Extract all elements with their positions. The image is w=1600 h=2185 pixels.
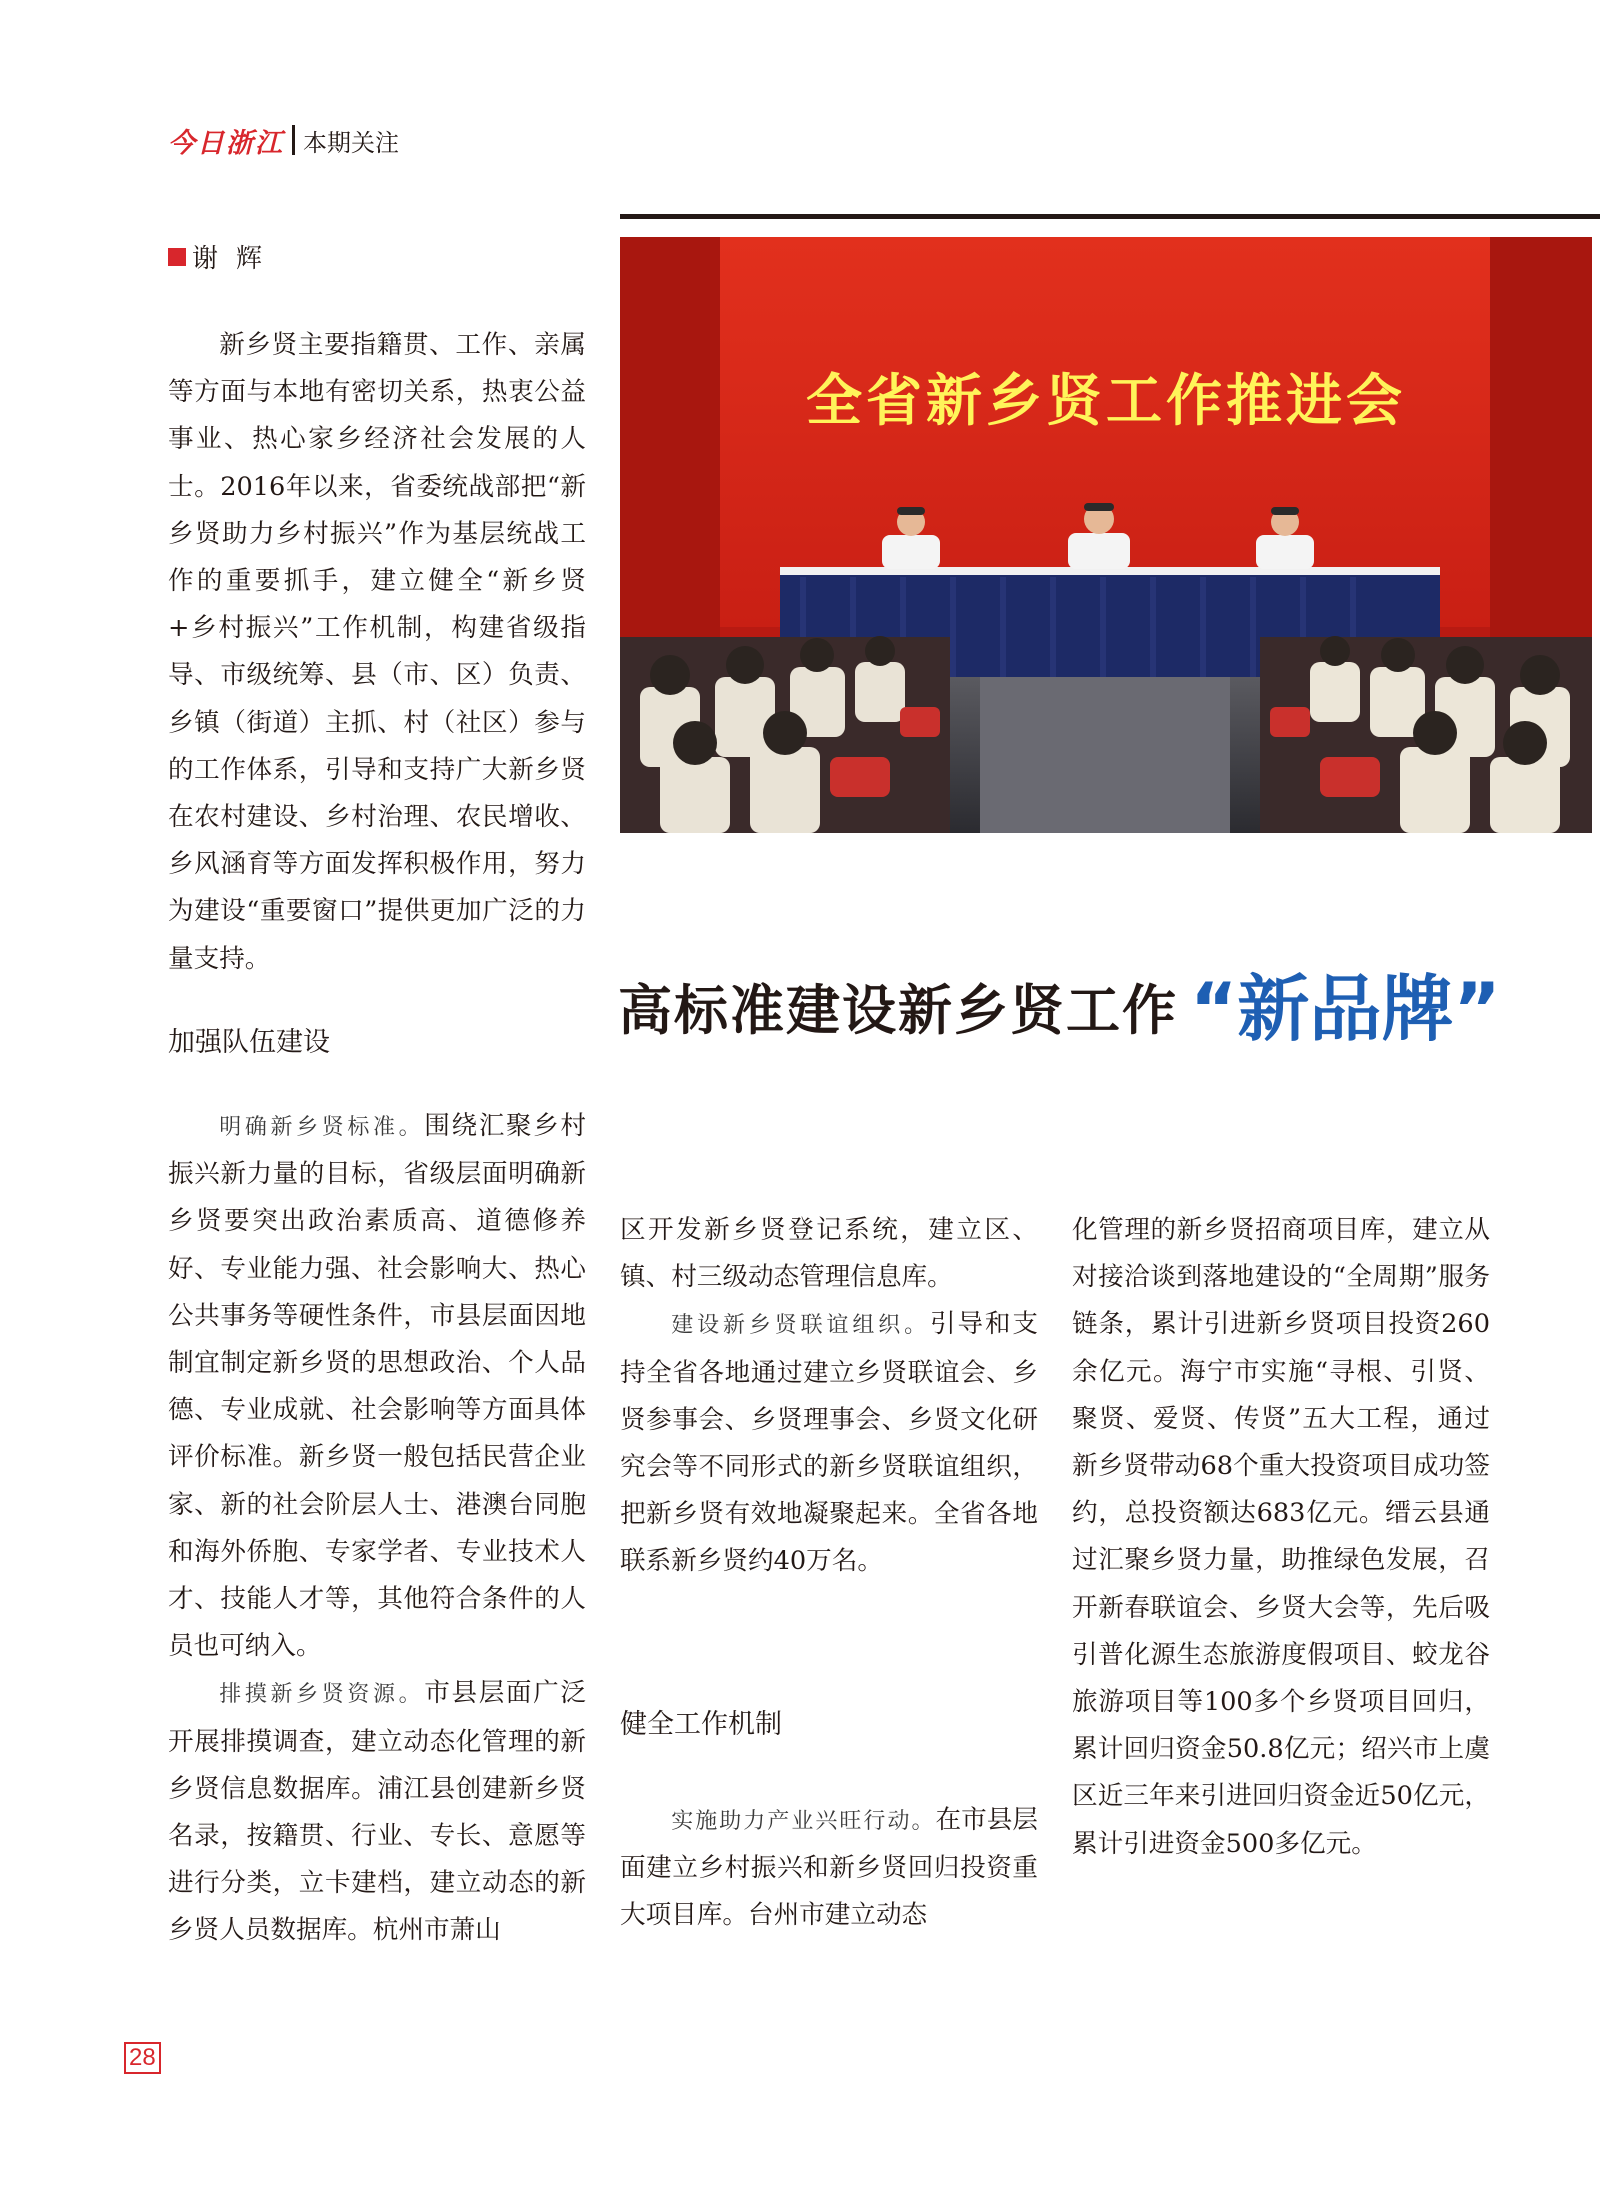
lead-resources: 排摸新乡贤资源。 (219, 1682, 425, 1708)
top-rule (620, 214, 1600, 219)
author-name: 谢辉 (192, 243, 281, 273)
article-title (618, 967, 1501, 1051)
right-column (1072, 1207, 1490, 1868)
header-divider (292, 125, 295, 155)
intro-column (168, 322, 586, 983)
body-organizations: 引导和支持全省各地通过建立乡贤联谊会、乡贤参事会、乡贤理事会、乡贤文化研究会等不同形式的新乡贤联谊组织，把新乡贤有效地凝聚起来。全省各地联系新乡贤约40万名。 (620, 1309, 1038, 1577)
page-header (168, 122, 399, 158)
body-industry: 在市县层面建立乡村振兴和新乡贤回归投资重大项目库。台州市建立动态 (620, 1805, 1038, 1931)
section-name: 本期关注 (303, 129, 399, 157)
paragraph-organizations (620, 1301, 1038, 1585)
intro-paragraph: 新乡贤主要指籍贯、工作、亲属等方面与本地有密切关系，热衷公益事业、热心家乡经济社会发展的人士。2016年以来，省委统战部把“新乡贤助力乡村振兴”作为基层统战工作的重要抓手，建立健全“新乡贤+乡村振兴”工作机制，构建省级指导、市级统筹、县（市、区）负责、乡镇（街道）主抓、村（社区）参与的工作体系，引导和支持广大新乡贤在农村建设、乡村治理、农民增收、乡风涵育等方面发挥积极作用，努力为建设“重要窗口”提供更加广泛的力量支持。 (168, 330, 586, 974)
conference-illustration (620, 237, 1592, 833)
magazine-logo: 今日浙江 (168, 127, 284, 159)
lead-industry: 实施助力产业兴旺行动。 (671, 1809, 936, 1834)
author-square-icon (168, 248, 186, 266)
body-standard: 围绕汇聚乡村振兴新力量的目标，省级层面明确新乡贤要突出政治素质高、道德修养好、专业能力强、社会影响大、热心公共事务等硬性条件，市县层面因地制宜制定新乡贤的思想政治、个人品德、专业成就、社会影响等方面具体评价标准。新乡贤一般包括民营企业家、新的社会阶层人士、港澳台同胞和海外侨胞、专家学者、专业技术人才、技能人才等，其他符合条件的人员也可纳入。 (168, 1111, 586, 1662)
paragraph-industry (620, 1797, 1038, 1940)
banner-text: 全省新乡贤工作推进会 (806, 369, 1406, 434)
section-heading-team: 加强队伍建设 (168, 1027, 330, 1057)
title-main: 高标准建设新乡贤工作 (618, 978, 1178, 1042)
page-number: 28 (124, 2042, 161, 2074)
lead-standard: 明确新乡贤标准。 (219, 1115, 425, 1140)
paragraph-resources-continued: 区开发新乡贤登记系统，建立区、镇、村三级动态管理信息库。 (620, 1215, 1038, 1293)
lead-organizations: 建设新乡贤联谊组织。 (671, 1313, 930, 1339)
conference-photo (620, 237, 1592, 833)
middle-column (620, 1207, 1038, 1586)
paragraph-resources (168, 1670, 586, 1954)
left-column-body (168, 1103, 586, 1955)
title-accent: “新品牌” (1190, 967, 1501, 1051)
paragraph-standard (168, 1103, 586, 1670)
body-resources: 市县层面广泛开展排摸调查，建立动态化管理的新乡贤信息数据库。浦江县创建新乡贤名录，按籍贯、行业、专长、意愿等进行分类，立卡建档，建立动态的新乡贤人员数据库。杭州市萧山 (168, 1678, 586, 1946)
middle-column-bottom (620, 1797, 1038, 1940)
paragraph-industry-continued: 化管理的新乡贤招商项目库，建立从对接洽谈到落地建设的“全周期”服务链条，累计引进新乡贤项目投资260余亿元。海宁市实施“寻根、引贤、聚贤、爱贤、传贤”五大工程，通过新乡贤带动68个重大投资项目成功签约，总投资额达683亿元。缙云县通过汇聚乡贤力量，助推绿色发展，召开新春联谊会、乡贤大会等，先后吸引普化源生态旅游度假项目、蛟龙谷旅游项目等100多个乡贤项目回归，累计回归资金50.8亿元；绍兴市上虞区近三年来引进回归资金近50亿元，累计引进资金500多亿元。 (1072, 1215, 1490, 1859)
author-byline (168, 238, 280, 275)
section-heading-mechanism: 健全工作机制 (620, 1709, 782, 1739)
